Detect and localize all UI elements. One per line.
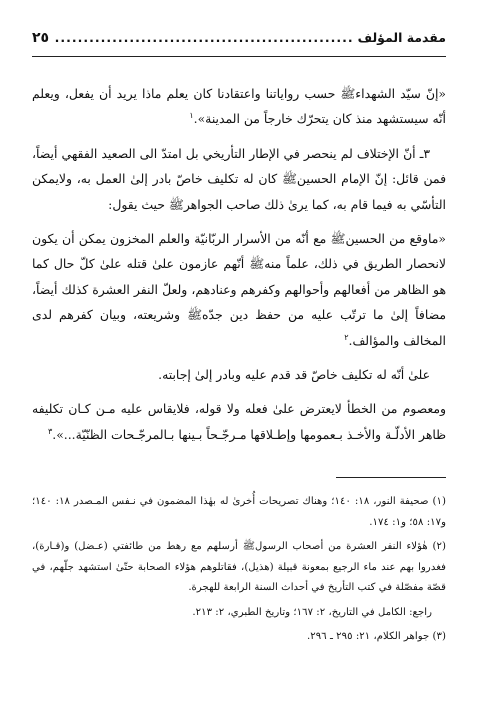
leader-dots bbox=[53, 30, 354, 45]
running-title: مقدمة المؤلف bbox=[357, 30, 446, 45]
page bbox=[32, 30, 446, 652]
footnotes bbox=[32, 492, 446, 648]
page-number: ٢٥ bbox=[32, 30, 50, 46]
footnote: (٢) هٰؤلاء النفر العشرة من أصحاب الرسولﷺ أرسلهم مع رهط من طائفتي (عـضل) و(قـارة)، فغدروا بهم عند ماء الرجيع بمعونة قبيلة (هذيل)، فقاتلوهم هؤلاء الصحابة حتّىٰ استشهد جلّهم، في قصّة مفصّلة في كتب التأريخ في أحداث السنة الرابعة للهجرة. bbox=[32, 541, 446, 594]
paragraph: «إنّ سيّد الشهداءﷺ حسب رواياتنا واعتقادنا كان يعلم ماذا يريد أن يفعل، ويعلم أنّه سيستشهد منذ كان يتحرّك خارجاً من المدينة».$^١$ bbox=[32, 86, 446, 127]
footnote-ref: ٢ bbox=[344, 332, 349, 342]
paragraph: علىٰ أنّه له تكليف خاصّ قد قدم عليه وبادر إلىٰ إجابته. bbox=[158, 367, 430, 383]
footnote: (١) صحيفة النور، ١٨: ١٤٠؛ وهناك تصريحات أُخرىٰ له بهٰذا المضمون في نـفس المـصدر ١٨: ١٤٠؛ و١٧: ٥٨؛ و١: ١٧٤. bbox=[32, 496, 447, 528]
paragraph: ومعصوم من الخطأ لايعترض علىٰ فعله ولا قوله، فلايقاس عليه مـن كـان تكليفه ظاهر الأدلّـة والأخـذ بـعمومها وإطـلاقها مـرجّـحاً بـينها بـالمرجّـحات الظنّيّة...».$^٣$ bbox=[32, 401, 446, 442]
footnote: راجع: الكامل في التاريخ، ٢: ١٦٧؛ وتاريخ الطبري، ٢: ٢١٣. bbox=[192, 606, 432, 618]
paragraph: «ماوقع من الحسينﷺ مع أنّه من الأسرار الربّانيّة والعلم المخزون يمكن أن يكون لانحصار الطريق في ذلك، علماً منهﷺ أنّهم عازمون علىٰ قتله علىٰ كلّ حال كما هو الظاهر من أفعالهم وأحوالهم وكفرهم وعنادهم، ولعلّ النفر العشرة كذلك أيضاً، مضافاً إلىٰ ما ترتّب عليه من حفظ دين جدّهﷺ وشريعته، وبيان كفرهم لدى المخالف والمؤالف.$^٢$ bbox=[32, 231, 446, 348]
paragraph: ٣ـ أنّ الإختلاف لم ينحصر في الإطار التأريخي بل امتدّ الى الصعيد الفقهي أيضاً، فمن قائل: إنّ الإمام الحسينﷺ كان له تكليف خاصّ بادر إلىٰ العمل به، ولايمكن التأسّي به فيما قام به، كما يرىٰ ذلك صاحب الجواهرﷺ حيث يقول: bbox=[32, 145, 446, 212]
footnote-rule bbox=[336, 477, 446, 478]
header-rule bbox=[32, 56, 446, 57]
main-text bbox=[32, 81, 446, 447]
footnote-ref: ١ bbox=[189, 111, 194, 121]
page-header bbox=[32, 30, 446, 52]
footnote-ref: ٣ bbox=[47, 426, 53, 436]
footnote: (٣) جواهر الكلام، ٢١: ٢٩٥ ـ ٢٩٦. bbox=[307, 631, 446, 643]
